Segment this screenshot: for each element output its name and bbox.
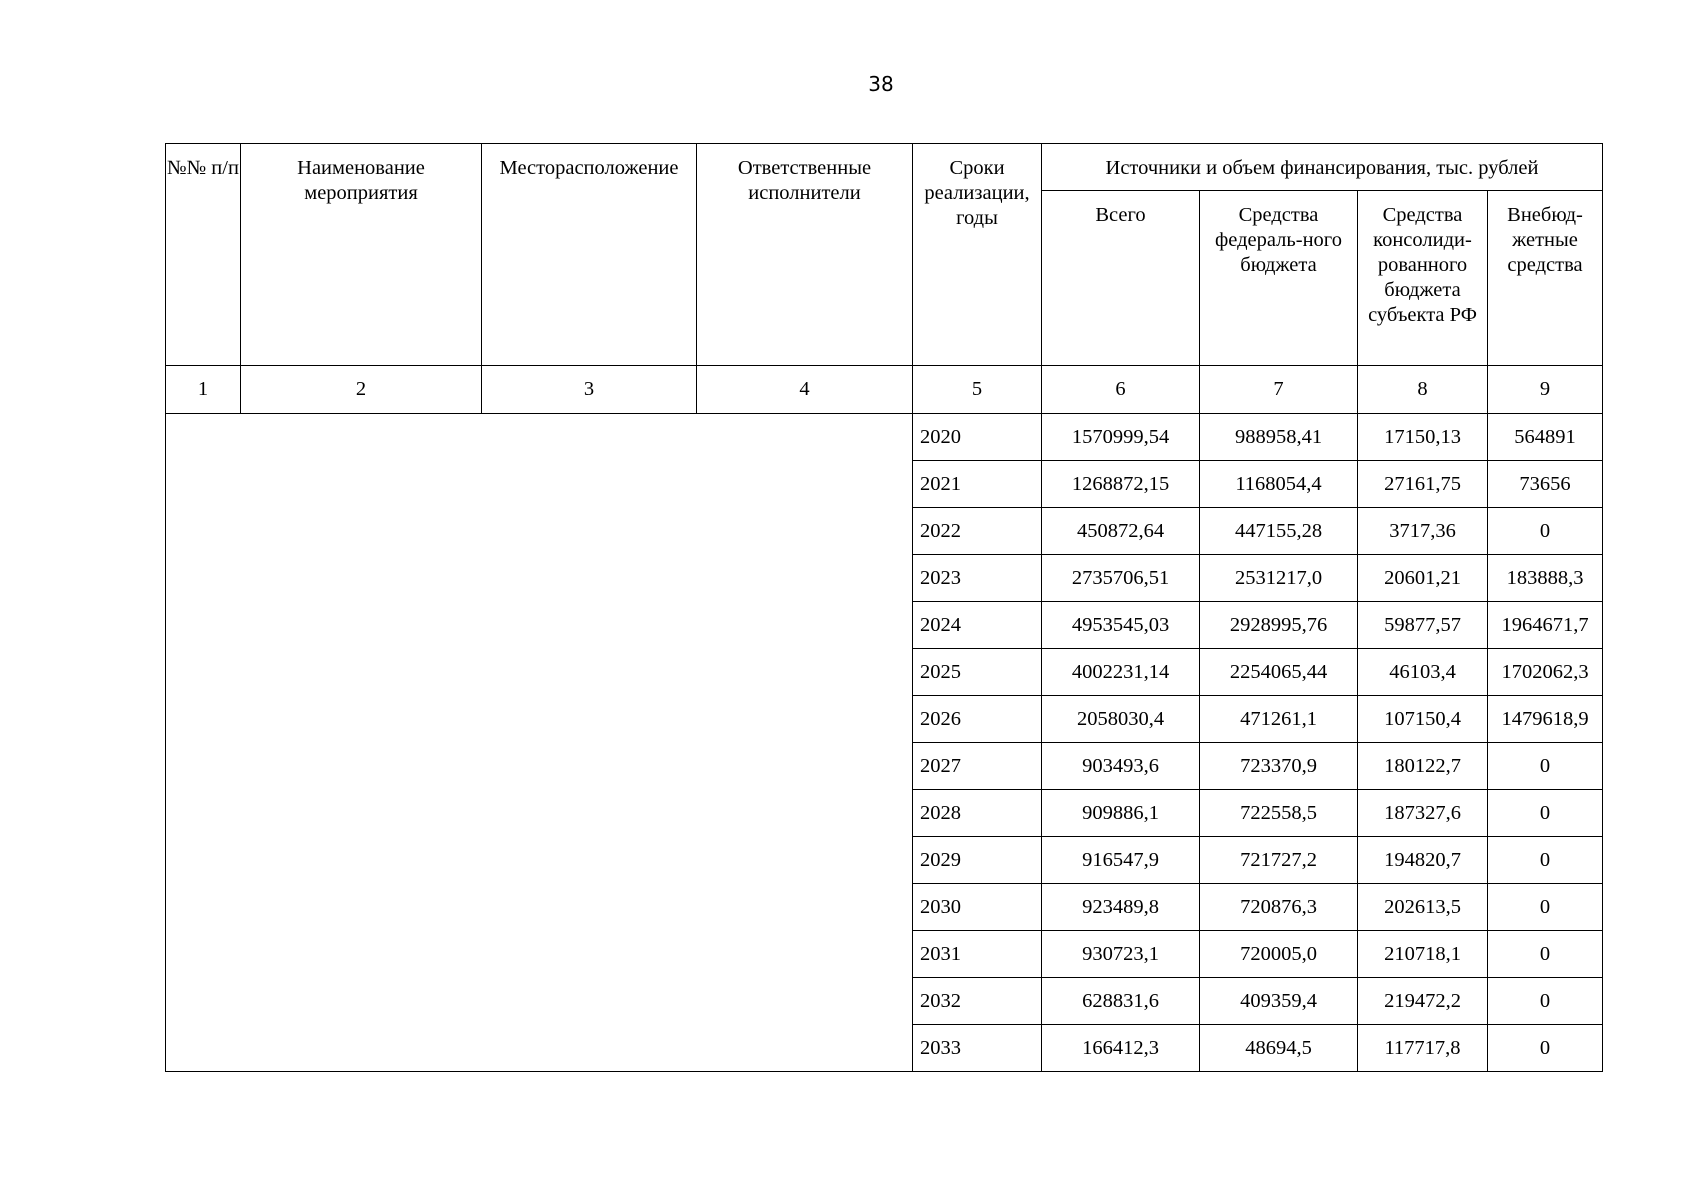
- year-cell: 2024: [913, 602, 1042, 649]
- regional-cell: 27161,75: [1358, 461, 1488, 508]
- total-cell: 916547,9: [1042, 837, 1200, 884]
- extrabudgetary-cell: 1964671,7: [1488, 602, 1603, 649]
- regional-cell: 17150,13: [1358, 414, 1488, 461]
- column-number: 9: [1488, 366, 1603, 414]
- year-cell: 2033: [913, 1025, 1042, 1072]
- year-cell: 2021: [913, 461, 1042, 508]
- column-number: 3: [482, 366, 697, 414]
- header-federal: Средства федераль-ного бюджета: [1200, 191, 1358, 366]
- column-number: 8: [1358, 366, 1488, 414]
- regional-cell: 20601,21: [1358, 555, 1488, 602]
- total-cell: 930723,1: [1042, 931, 1200, 978]
- extrabudgetary-cell: 564891: [1488, 414, 1603, 461]
- header-regional: Средства консолиди-рованного бюджета субъекта РФ: [1358, 191, 1488, 366]
- header-period: Сроки реализации, годы: [913, 144, 1042, 366]
- page-number: 38: [868, 72, 894, 96]
- extrabudgetary-cell: 0: [1488, 790, 1603, 837]
- extrabudgetary-cell: 0: [1488, 837, 1603, 884]
- regional-cell: 194820,7: [1358, 837, 1488, 884]
- year-cell: 2028: [913, 790, 1042, 837]
- column-number: 5: [913, 366, 1042, 414]
- total-cell: 1570999,54: [1042, 414, 1200, 461]
- federal-cell: 2531217,0: [1200, 555, 1358, 602]
- regional-cell: 210718,1: [1358, 931, 1488, 978]
- total-cell: 2735706,51: [1042, 555, 1200, 602]
- total-cell: 1268872,15: [1042, 461, 1200, 508]
- total-cell: 2058030,4: [1042, 696, 1200, 743]
- regional-cell: 180122,7: [1358, 743, 1488, 790]
- year-cell: 2025: [913, 649, 1042, 696]
- extrabudgetary-cell: 0: [1488, 931, 1603, 978]
- extrabudgetary-cell: 1479618,9: [1488, 696, 1603, 743]
- extrabudgetary-cell: 0: [1488, 884, 1603, 931]
- header-funding-group: Источники и объем финансирования, тыс. рублей: [1042, 144, 1603, 191]
- extrabudgetary-cell: 0: [1488, 508, 1603, 555]
- header-location: Месторасположение: [482, 144, 697, 366]
- total-cell: 628831,6: [1042, 978, 1200, 1025]
- federal-cell: 447155,28: [1200, 508, 1358, 555]
- header-extrabudgetary: Внебюд-жетные средства: [1488, 191, 1603, 366]
- federal-cell: 720876,3: [1200, 884, 1358, 931]
- table-header: [166, 144, 1603, 414]
- total-cell: 903493,6: [1042, 743, 1200, 790]
- extrabudgetary-cell: 0: [1488, 743, 1603, 790]
- federal-cell: 988958,41: [1200, 414, 1358, 461]
- merged-empty-cell: [166, 414, 913, 1072]
- year-cell: 2026: [913, 696, 1042, 743]
- year-cell: 2030: [913, 884, 1042, 931]
- column-number: 2: [241, 366, 482, 414]
- regional-cell: 46103,4: [1358, 649, 1488, 696]
- federal-cell: 721727,2: [1200, 837, 1358, 884]
- table-row: [166, 414, 1603, 461]
- column-number: 4: [697, 366, 913, 414]
- header-event-name: Наименование мероприятия: [241, 144, 482, 366]
- extrabudgetary-cell: 1702062,3: [1488, 649, 1603, 696]
- year-cell: 2022: [913, 508, 1042, 555]
- funding-table: [165, 143, 1603, 1072]
- year-cell: 2032: [913, 978, 1042, 1025]
- total-cell: 166412,3: [1042, 1025, 1200, 1072]
- total-cell: 4953545,03: [1042, 602, 1200, 649]
- regional-cell: 117717,8: [1358, 1025, 1488, 1072]
- column-number: 7: [1200, 366, 1358, 414]
- federal-cell: 471261,1: [1200, 696, 1358, 743]
- total-cell: 909886,1: [1042, 790, 1200, 837]
- extrabudgetary-cell: 183888,3: [1488, 555, 1603, 602]
- year-cell: 2031: [913, 931, 1042, 978]
- year-cell: 2020: [913, 414, 1042, 461]
- total-cell: 4002231,14: [1042, 649, 1200, 696]
- column-number: 6: [1042, 366, 1200, 414]
- federal-cell: 1168054,4: [1200, 461, 1358, 508]
- extrabudgetary-cell: 0: [1488, 978, 1603, 1025]
- column-number-row: [166, 366, 1603, 414]
- total-cell: 923489,8: [1042, 884, 1200, 931]
- year-cell: 2023: [913, 555, 1042, 602]
- total-cell: 450872,64: [1042, 508, 1200, 555]
- federal-cell: 48694,5: [1200, 1025, 1358, 1072]
- year-cell: 2027: [913, 743, 1042, 790]
- federal-cell: 2254065,44: [1200, 649, 1358, 696]
- regional-cell: 3717,36: [1358, 508, 1488, 555]
- header-responsible: Ответственные исполнители: [697, 144, 913, 366]
- year-cell: 2029: [913, 837, 1042, 884]
- regional-cell: 219472,2: [1358, 978, 1488, 1025]
- column-number: 1: [166, 366, 241, 414]
- table-body: [166, 414, 1603, 1072]
- header-total: Всего: [1042, 191, 1200, 366]
- regional-cell: 202613,5: [1358, 884, 1488, 931]
- regional-cell: 187327,6: [1358, 790, 1488, 837]
- header-number: №№ п/п: [166, 144, 241, 366]
- federal-cell: 409359,4: [1200, 978, 1358, 1025]
- extrabudgetary-cell: 0: [1488, 1025, 1603, 1072]
- regional-cell: 107150,4: [1358, 696, 1488, 743]
- federal-cell: 2928995,76: [1200, 602, 1358, 649]
- federal-cell: 723370,9: [1200, 743, 1358, 790]
- federal-cell: 720005,0: [1200, 931, 1358, 978]
- extrabudgetary-cell: 73656: [1488, 461, 1603, 508]
- regional-cell: 59877,57: [1358, 602, 1488, 649]
- federal-cell: 722558,5: [1200, 790, 1358, 837]
